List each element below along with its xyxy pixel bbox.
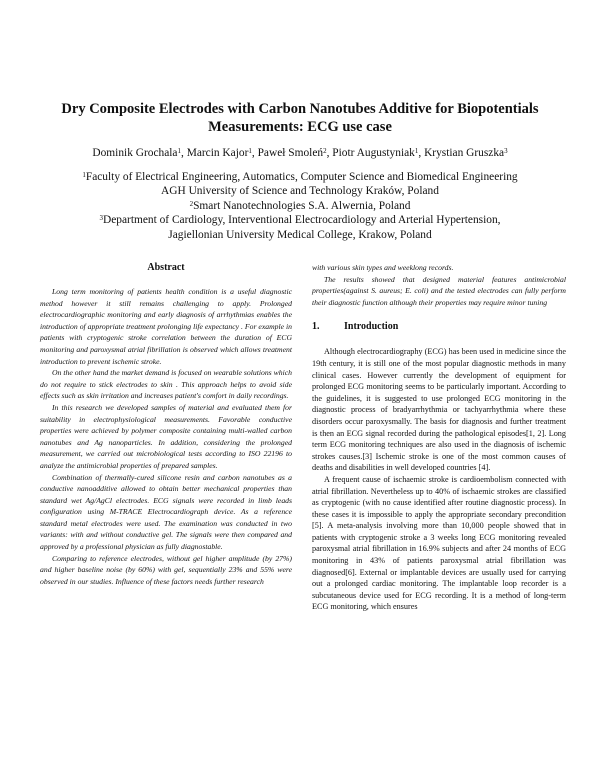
- abstract-paragraph: Comparing to reference electrodes, without gel higher amplitude (by 27%) and higher baseline noise (by 60%) with gel, sequentially 23% and 55% were observed in our studies. Influence of these factors needs further research: [40, 553, 292, 586]
- abstract-paragraph: Combination of thermally-cured silicone resin and carbon nanotubes as a conductive nanoadditive allowed to obtain better mechanical properties than standard wet Ag/AgCl electrodes. ECG signals were recorded in limb leads configuration using M-TRACE Electrocardiograph device. As a reference standard metal electrodes were used. The examination was conducted in two variants: with and without conductive gel. The signals were then compared and approved by a professional physician as fully diagnostable.: [40, 472, 292, 552]
- affiliation-1-line-2: AGH University of Science and Technology Kraków, Poland: [161, 185, 439, 198]
- author: Piotr Augustyniak$^1$: [332, 147, 419, 159]
- body-paragraph: Although electrocardiography (ECG) has been used in medicine since the 19th century, it is still one of the most popular diagnostic methods in many clinical cases. However currently the development of equipment for prolonged ECG monitoring seems to be particularly important. According to the guidelines, it is suggested to use prolonged ECG monitoring in the diagnostic process of bradyarrhythmia or tachyarrhythmia where these disorders occur paroxysmally. The basis for diagnosis and further treatment is then an ECG signal recorded during the pathological episodes[1, 2]. Long term ECG monitoring techniques are also used in the diagnosis of ischemic strokes causes.[3] Ischemic stroke is one of the most common causes of deaths and disabilities in well developed countries [4].: [312, 347, 566, 473]
- affiliation-1-line-1: $^1$Faculty of Electrical Engineering, Automatics, Computer Science and Biomedical Engineering: [82, 171, 518, 183]
- author: Krystian Gruszka$^3$: [424, 147, 508, 159]
- left-column: [40, 262, 292, 587]
- right-column: [312, 262, 566, 613]
- author-separator: ,: [180, 147, 187, 159]
- affiliations: [30, 170, 570, 242]
- abstract-paragraph: The results showed that designed material features antimicrobial properties(against S. aureus; E. coli) and the tested electrodes can fully perform their diagnostic function although their properties may require minor tuning: [312, 274, 566, 307]
- abstract-paragraph: In this research we developed samples of material and evaluated them for suitability in electrophysiological measurements. Favorable conductive properties were achieved by polymer composite containing multi-walled carbon nanotubes and Ag nanoparticles. In addition, considering the prolonged measurement, we carried out microbiological tests according to ISO 22196 to analyze the antimicrobial properties of prepared samples.: [40, 402, 292, 470]
- title-line-2: Measurements: ECG use case: [208, 119, 392, 135]
- author-separator: ,: [418, 147, 425, 159]
- section-number: 1.: [312, 321, 320, 333]
- abstract-paragraph: Long term monitoring of patients health condition is a useful diagnostic method however it still remains challenging to apply. Prolonged electrocardiographic monitoring and early diagnosis of arrhythmias enables the introduction of appropriate treatment prolonging life expectancy . For example in patients with cryptogenic stroke correlation between the duration of ECG monitoring and paroxysmal atrial fibrillation is observed which allows treatment introduction to prevent ischemic stroke.: [40, 287, 292, 366]
- author-separator: ,: [326, 147, 333, 159]
- affiliation-3-line-1: $^3$Department of Cardiology, Interventional Electrocardiology and Arterial Hypertension,: [99, 214, 501, 227]
- author-separator: ,: [251, 147, 258, 159]
- paper-title: [40, 100, 560, 136]
- affiliation-3-line-2: Jagiellonian University Medical College, Krakow, Poland: [168, 228, 432, 241]
- author: Marcin Kajor$^1$: [186, 147, 252, 159]
- author: Dominik Grochala$^1$: [92, 147, 181, 159]
- abstract-paragraph-continued: with various skin types and weeklong records.: [312, 263, 454, 272]
- section-title: Introduction: [344, 321, 399, 333]
- author: Paweł Smoleń$^2$: [257, 147, 327, 159]
- author-list: [30, 146, 570, 160]
- affiliation-2: $^2$Smart Nanotechnologies S.A. Alwernia, Poland: [189, 199, 411, 212]
- title-line-1: Dry Composite Electrodes with Carbon Nanotubes Additive for Biopotentials: [61, 101, 539, 117]
- abstract-paragraph: On the other hand the market demand is focused on wearable solutions which do not require to stick electrodes to skin . This approach helps to avoid side effects such as skin irritation and increases patient's comfort in daily recordings.: [40, 368, 292, 401]
- section-heading: [312, 321, 566, 333]
- abstract-heading: Abstract: [147, 262, 185, 273]
- body-paragraph: A frequent cause of ischaemic stroke is cardioembolism connected with atrial fibrillation. Nevertheless up to 40% of ischaemic strokes are classified as cryptogenic (with no cause identified after routine diagnostic process). In these cases it is impossible to apply the appropriate secondary precondition [5]. A meta-analysis involving more than 10,000 people showed that in patients with cryptogenic stroke a 3 weeks long ECG monitoring revealed paroxysmal atrial fibrillation in 16.9% subjects and after 24 months of ECG monitoring in 43% of patients paroxysmal atrial fibrillation was diagnosed[6]. External or implantable devices are usually used for carrying out a prolonged cardiac monitoring. The implantable loop recorder is a subcutaneous device used for ECG recording. It is a method of long-term ECG monitoring, which ensures: [312, 474, 566, 612]
